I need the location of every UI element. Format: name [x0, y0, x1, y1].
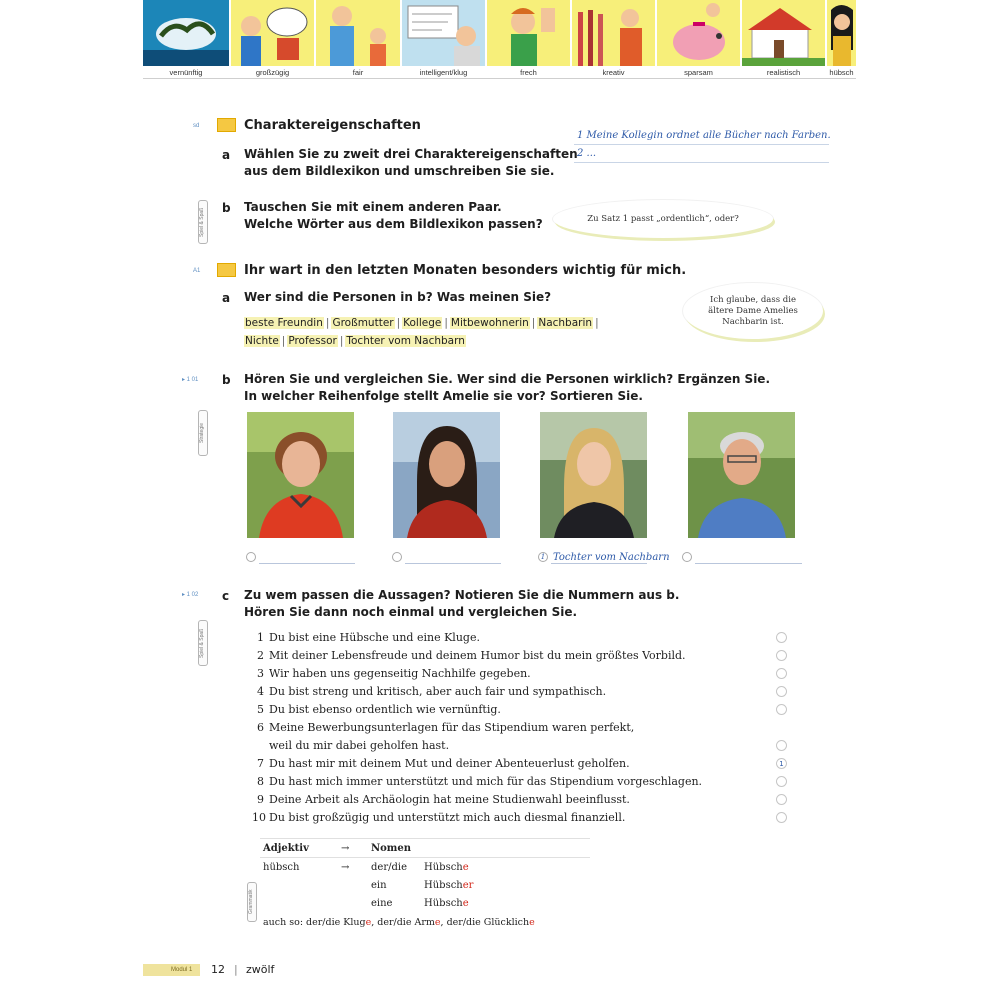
- footer-separator: |: [234, 963, 238, 976]
- grammar-article-3: eine: [371, 898, 393, 909]
- sentence-1-num: 1: [257, 631, 264, 644]
- exercise1-a-text: [244, 146, 578, 180]
- grammar-noun-3: [424, 898, 469, 909]
- exercise1-a-letter: a: [222, 148, 231, 162]
- sentence-8-num: 8: [257, 775, 264, 788]
- sentence-2-num: 2: [257, 649, 264, 662]
- exercise2-bubble-line1: Ich glaube, dass die: [709, 294, 796, 305]
- word-2: Großmutter: [332, 317, 394, 329]
- sentence-3-answer[interactable]: [776, 668, 787, 679]
- grammar-also-1: auch so: der/die Klug: [263, 917, 366, 928]
- footer-module-tab: Modul 1: [143, 964, 200, 976]
- word-sep: |: [444, 317, 448, 329]
- sentence-4-num: 4: [257, 685, 264, 698]
- grammar-noun-3-ending: e: [462, 898, 469, 909]
- sentence-8-text: Du hast mich immer unterstützt und mich für das Stipendium vorgeschlagen.: [269, 775, 703, 788]
- strip-illustration-kreativ-art: [572, 0, 655, 66]
- grammar-article-2: ein: [371, 880, 387, 891]
- grammar-noun-1-stem: Hübsch: [424, 862, 463, 873]
- grammar-adjective: hübsch: [263, 862, 300, 873]
- strip-illustration-intelligent: [402, 0, 485, 66]
- answer-3-text: Tochter vom Nachbarn: [553, 552, 670, 563]
- sentence-1-answer[interactable]: [776, 632, 787, 643]
- photo-young-woman-dark-hair-art: [393, 412, 500, 538]
- exercise2-b-side-label: Strategie: [198, 410, 208, 456]
- exercise2-a-text: Wer sind die Personen in b? Was meinen Sie?: [244, 290, 552, 304]
- sentence-6-continued: [252, 737, 449, 754]
- exercise2-bubble-line2: ältere Dame Amelies: [708, 305, 798, 316]
- sentence-10-answer[interactable]: [776, 812, 787, 823]
- strip-illustration-realistisch: [742, 0, 825, 66]
- sentence-7-answer[interactable]: 1: [776, 758, 787, 769]
- exercise1-speech-bubble: Zu Satz 1 passt „ordentlich“, oder?: [553, 200, 773, 238]
- exercise2-c-side-label: Spiel & Spaß: [198, 620, 208, 666]
- exercise1-side-label: Spiel & Spaß: [198, 200, 208, 244]
- strip-illustration-fair-art: [316, 0, 400, 66]
- answer-2-circle[interactable]: [392, 552, 402, 562]
- sentence-9-answer[interactable]: [776, 794, 787, 805]
- answer-3-line[interactable]: [551, 563, 647, 564]
- exercise2-a-letter: a: [222, 291, 231, 305]
- exercise1-b-line1: Tauschen Sie mit einem anderen Paar.: [244, 200, 502, 214]
- sentence-3-text: Wir haben uns gegenseitig Nachhilfe gegeben.: [269, 667, 531, 680]
- grammar-box-line-top: [260, 838, 590, 839]
- exercise2-c-letter: c: [222, 589, 230, 603]
- exercise2-number-box: [217, 263, 236, 277]
- grammar-noun-3-stem: Hübsch: [424, 898, 463, 909]
- sentence-10-text: Du bist großzügig und unterstützt mich auch diesmal finanziell.: [269, 811, 626, 824]
- strip-label-5: frech: [520, 68, 537, 77]
- strip-illustration-grosszuegig: [231, 0, 314, 66]
- exercise2-title: Ihr wart in den letzten Monaten besonders wichtig für mich.: [244, 263, 687, 278]
- answer-4-line[interactable]: [695, 563, 802, 564]
- sentence-5-answer[interactable]: [776, 704, 787, 715]
- strip-label-3: fair: [352, 68, 364, 77]
- sentence-9-num: 9: [257, 793, 264, 806]
- word-7: Professor: [288, 335, 337, 347]
- grammar-also-2-ending: e: [434, 917, 441, 928]
- strip-label-2: großzügig: [255, 68, 290, 77]
- word-sep: |: [339, 335, 344, 347]
- sentence-6-answer[interactable]: [776, 740, 787, 751]
- sentence-5-num: 5: [257, 703, 264, 716]
- sentence-7: [252, 755, 630, 772]
- word-sep: |: [325, 317, 330, 329]
- strip-illustration-vernuenftig: [143, 0, 229, 66]
- grammar-arrow: →: [341, 862, 350, 873]
- sentence-9-text: Deine Arbeit als Archäologin hat meine Studienwahl beeinflusst.: [269, 793, 630, 806]
- sentence-4-answer[interactable]: [776, 686, 787, 697]
- strip-label-7: sparsam: [684, 68, 713, 77]
- photo-older-woman-art: [247, 412, 354, 538]
- strip-illustration-kreativ: [572, 0, 655, 66]
- word-6: Nichte: [245, 335, 279, 347]
- exercise1-tag: sd: [193, 123, 200, 129]
- exercise1-a-line1: Wählen Sie zu zweit drei Charaktereigenschaften: [244, 147, 578, 161]
- exercise1-note-line1: 1 Meine Kollegin ordnet alle Bücher nach Farben.: [577, 130, 831, 141]
- exercise2-tag: A1: [193, 268, 201, 274]
- word-3: Kollege: [403, 317, 442, 329]
- grammar-noun-2: [424, 880, 473, 891]
- grammar-noun-2-stem: Hübsch: [424, 880, 463, 891]
- sentence-6-text: Meine Bewerbungsunterlagen für das Stipendium waren perfekt,: [269, 721, 635, 734]
- strip-illustration-frech: [487, 0, 570, 66]
- word-sep: |: [595, 317, 599, 329]
- sentence-10: [252, 809, 625, 826]
- grammar-head-adjective: Adjektiv: [263, 843, 309, 854]
- strip-illustration-vernuenftig-art: [143, 0, 229, 66]
- word-4: Mitbewohnerin: [450, 317, 529, 329]
- sentence-2-answer[interactable]: [776, 650, 787, 661]
- photo-young-woman-dark-hair: [393, 412, 500, 538]
- sentence-7-text: Du hast mir mit deinem Mut und deiner Abenteuerlust geholfen.: [269, 757, 630, 770]
- exercise1-b-text: [244, 199, 543, 233]
- strip-illustration-huebsch-art: [827, 0, 856, 66]
- strip-label-4: intelligent/klug: [419, 68, 468, 77]
- sentence-6-num: 6: [257, 721, 264, 734]
- word-8: Tochter vom Nachbarn: [346, 335, 465, 347]
- grammar-also-line: [263, 917, 535, 928]
- sentence-1-text: Du bist eine Hübsche und eine Kluge.: [269, 631, 480, 644]
- photo-older-man: [688, 412, 795, 538]
- exercise2-word-bank: [244, 314, 634, 352]
- sentence-5-text: Du bist ebenso ordentlich wie vernünftig.: [269, 703, 501, 716]
- word-sep: |: [281, 335, 286, 347]
- sentence-8-answer[interactable]: [776, 776, 787, 787]
- strip-illustration-intelligent-art: [402, 0, 485, 66]
- exercise1-a-line2: aus dem Bildlexikon und umschreiben Sie sie.: [244, 164, 555, 178]
- exercise2-b-text: [244, 371, 770, 405]
- strip-illustration-realistisch-art: [742, 0, 825, 66]
- strip-label-1: vernünftig: [169, 68, 203, 77]
- strip-illustration-grosszuegig-art: [231, 0, 314, 66]
- strip-label-6: kreativ: [602, 68, 625, 77]
- strip-illustration-fair: [316, 0, 400, 66]
- photo-young-woman-blonde: [540, 412, 647, 538]
- exercise1-title: Charaktereigenschaften: [244, 118, 421, 133]
- strip-illustration-huebsch: [827, 0, 856, 66]
- sentence-10-num: 10: [252, 811, 266, 824]
- exercise2-b-line1: Hören Sie und vergleichen Sie. Wer sind die Personen wirklich? Ergänzen Sie.: [244, 372, 771, 386]
- grammar-side-label: Grammatik: [247, 882, 257, 922]
- sentence-4-text: Du bist streng und kritisch, aber auch fair und sympathisch.: [269, 685, 607, 698]
- grammar-also-3-ending: e: [529, 917, 535, 928]
- word-1: beste Freundin: [245, 317, 323, 329]
- grammar-head-arrow: →: [341, 843, 350, 854]
- sentence-4: [252, 683, 606, 700]
- grammar-also-3: , der/die Glücklich: [440, 917, 530, 928]
- sentence-7-num: 7: [257, 757, 264, 770]
- strip-label-9: hübsch: [829, 68, 854, 77]
- picture-dictionary-strip: [143, 0, 856, 78]
- exercise1-note-rule1: [574, 144, 829, 145]
- footer-page-number: 12: [211, 963, 225, 976]
- exercise1-note-line2: 2 ...: [577, 148, 597, 159]
- exercise2-b-letter: b: [222, 373, 231, 387]
- grammar-also-2: , der/die Arm: [371, 917, 435, 928]
- sentence-6-cont-text: weil du mir dabei geholfen hast.: [269, 739, 450, 752]
- sentence-1: [252, 629, 480, 646]
- sentence-2: [252, 647, 686, 664]
- exercise1-number-box: [217, 118, 236, 132]
- sentence-6: [252, 719, 634, 736]
- strip-label-8: realistisch: [766, 68, 801, 77]
- answer-2-line[interactable]: [405, 563, 501, 564]
- strip-divider: [143, 78, 856, 79]
- sentence-3: [252, 665, 531, 682]
- exercise2-speech-bubble: [683, 283, 823, 339]
- grammar-head-noun: Nomen: [371, 843, 412, 854]
- answer-1-line[interactable]: [259, 563, 355, 564]
- answer-3-circle[interactable]: 1: [538, 552, 548, 562]
- answer-1-circle[interactable]: [246, 552, 256, 562]
- strip-illustration-frech-art: [487, 0, 570, 66]
- exercise2-c-line2: Hören Sie dann noch einmal und vergleichen Sie.: [244, 605, 578, 619]
- exercise1-b-letter: b: [222, 201, 231, 215]
- strip-illustration-sparsam-art: [657, 0, 740, 66]
- footer-page-word: zwölf: [246, 963, 275, 976]
- exercise2-c-line1: Zu wem passen die Aussagen? Notieren Sie die Nummern aus b.: [244, 588, 680, 602]
- exercise1-note-rule2: [574, 162, 829, 163]
- grammar-noun-2-ending: er: [462, 880, 474, 891]
- exercise2-b-audio-icon[interactable]: ▸ 1 01: [182, 377, 199, 383]
- photo-older-man-art: [688, 412, 795, 538]
- sentence-9: [252, 791, 630, 808]
- grammar-article-1: der/die: [371, 862, 407, 873]
- exercise2-c-text: [244, 587, 679, 621]
- exercise2-c-audio-icon[interactable]: ▸ 1 02: [182, 592, 199, 598]
- grammar-noun-1: [424, 862, 469, 873]
- sentence-2-text: Mit deiner Lebensfreude und deinem Humor bist du mein größtes Vorbild.: [269, 649, 686, 662]
- sentence-3-num: 3: [257, 667, 264, 680]
- exercise2-b-line2: In welcher Reihenfolge stellt Amelie sie vor? Sortieren Sie.: [244, 389, 643, 403]
- exercise1-b-line2: Welche Wörter aus dem Bildlexikon passen?: [244, 217, 543, 231]
- sentence-8: [252, 773, 702, 790]
- grammar-box-line-mid: [260, 857, 590, 858]
- exercise2-bubble-line3: Nachbarin ist.: [722, 316, 784, 327]
- word-sep: |: [531, 317, 536, 329]
- grammar-also-1-ending: e: [365, 917, 372, 928]
- answer-4-circle[interactable]: [682, 552, 692, 562]
- word-sep: |: [396, 317, 401, 329]
- exercise1-note-box: [574, 126, 829, 174]
- photo-older-woman: [247, 412, 354, 538]
- photo-young-woman-blonde-art: [540, 412, 647, 538]
- word-5: Nachbarin: [538, 317, 593, 329]
- sentence-5: [252, 701, 501, 718]
- grammar-noun-1-ending: e: [462, 862, 469, 873]
- strip-illustration-sparsam: [657, 0, 740, 66]
